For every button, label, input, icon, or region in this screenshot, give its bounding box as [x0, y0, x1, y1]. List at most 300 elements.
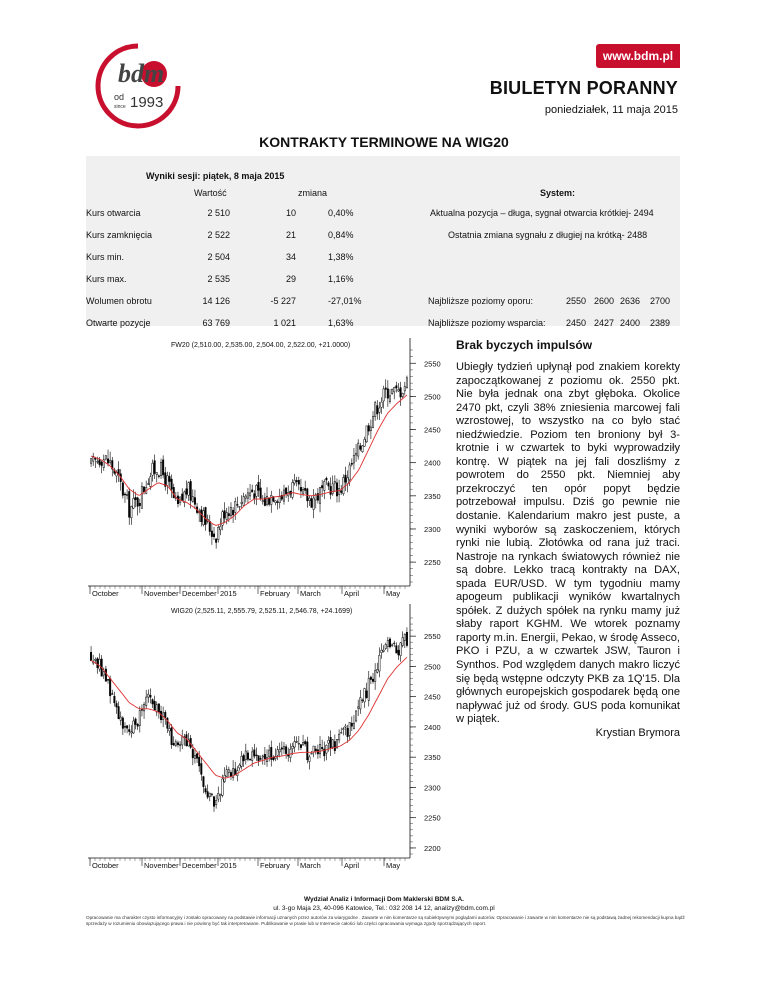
candle-body	[234, 501, 235, 512]
resistance-level: 2550	[566, 296, 587, 306]
row-value: 2 504	[207, 252, 230, 262]
candle-body	[377, 669, 378, 672]
candle-body	[381, 402, 382, 407]
candle-body	[321, 486, 322, 488]
candle-body	[370, 427, 371, 431]
row-value: 2 522	[207, 230, 230, 240]
candle-body	[239, 506, 240, 507]
candle-body	[213, 797, 214, 807]
x-tick-label: March	[300, 589, 321, 598]
x-tick-label: May	[386, 861, 401, 870]
candle-body	[366, 426, 367, 442]
candle-body	[279, 497, 280, 503]
moving-average-line	[91, 657, 407, 778]
candle-body	[362, 700, 363, 701]
y-tick-label: 2200	[424, 843, 441, 853]
candle-body	[381, 650, 382, 653]
candle-body	[226, 513, 227, 520]
candle-body	[357, 707, 358, 708]
candle-body	[109, 678, 110, 695]
candle-body	[343, 478, 344, 494]
candle-body	[340, 491, 341, 493]
candle-body	[362, 446, 363, 452]
candle-body	[230, 507, 231, 515]
candle-body	[198, 757, 199, 766]
candle-body	[402, 393, 403, 396]
candle-body	[152, 463, 153, 475]
resistance-label: Najbliższe poziomy oporu:	[428, 296, 534, 306]
candle-body	[194, 498, 195, 505]
candle-body	[122, 483, 123, 495]
chart-title: FW20 (2,510.00, 2,535.00, 2,504.00, 2,522.00, +21.0000)	[171, 342, 351, 349]
row-label: Kurs zamknięcia	[86, 230, 153, 240]
x-tick-label: December	[182, 861, 217, 870]
candle-body	[222, 779, 223, 795]
candle-body	[385, 644, 386, 648]
candle-body	[173, 743, 174, 745]
candle-body	[351, 723, 352, 726]
candle-body	[228, 514, 229, 516]
bulletin-date: poniedziałek, 11 maja 2015	[544, 104, 678, 116]
row-label: Otwarte pozycje	[86, 318, 151, 328]
candle-body	[135, 719, 136, 725]
candle-body	[131, 506, 132, 517]
article-heading: Brak byczych impulsów	[456, 338, 593, 352]
candle-body	[131, 732, 132, 733]
y-tick-label: 2500	[424, 392, 441, 402]
candle-body	[148, 484, 149, 485]
candle-body	[154, 461, 155, 474]
candle-body	[340, 732, 341, 733]
candle-body	[353, 723, 354, 729]
candle-body	[192, 749, 193, 757]
row-pct: 1,16%	[328, 274, 354, 284]
candle-body	[90, 459, 91, 463]
row-value: 2 535	[207, 274, 230, 284]
candle-body	[226, 770, 227, 777]
row-value: 63 769	[202, 318, 230, 328]
candle-body	[95, 659, 96, 660]
candle-body	[158, 476, 159, 477]
candle-body	[260, 758, 261, 759]
website-badge[interactable]: www.bdm.pl	[596, 44, 680, 68]
change-column-header: zmiana	[298, 188, 328, 198]
logo-od: od	[114, 92, 125, 102]
candle-body	[400, 643, 401, 656]
candle-body	[379, 655, 380, 671]
x-tick-label: November	[144, 589, 179, 598]
candle-body	[124, 494, 125, 495]
candle-body	[215, 539, 216, 543]
candle-body	[186, 489, 187, 494]
bulletin-title: BIULETYN PORANNY	[489, 78, 678, 98]
support-level: 2389	[650, 318, 671, 328]
candle-body	[247, 493, 248, 498]
candle-body	[332, 484, 333, 494]
candle-body	[101, 462, 102, 465]
candle-body	[296, 741, 297, 742]
fw20-chart	[86, 338, 441, 604]
system-label: System:	[540, 188, 576, 198]
y-tick-label: 2350	[424, 753, 441, 763]
candle-body	[336, 483, 337, 496]
candle-body	[203, 777, 204, 787]
candle-body	[188, 483, 189, 496]
candle-body	[251, 490, 252, 492]
candle-body	[186, 735, 187, 746]
candle-body	[377, 406, 378, 414]
row-change: 21	[285, 230, 296, 240]
candle-body	[398, 389, 399, 391]
candle-body	[171, 479, 172, 489]
row-pct: 0,40%	[328, 208, 354, 218]
candle-body	[321, 747, 322, 748]
row-change: 34	[285, 252, 296, 262]
row-pct: -27,01%	[328, 296, 362, 306]
candle-body	[112, 694, 113, 695]
y-tick-label: 2450	[424, 425, 441, 435]
candle-body	[90, 652, 91, 660]
x-tick-label: 2015	[220, 861, 237, 870]
candle-body	[309, 757, 310, 762]
candle-body	[396, 646, 397, 653]
logo-text: bdm	[118, 59, 165, 88]
candle-body	[300, 745, 301, 748]
candle-body	[319, 488, 320, 504]
x-tick-label: February	[260, 589, 291, 598]
candle-body	[374, 670, 375, 681]
candle-body	[165, 473, 166, 487]
candle-body	[387, 640, 388, 646]
candle-body	[167, 476, 168, 486]
candle-body	[315, 749, 316, 751]
candle-body	[201, 764, 202, 775]
logo-year: 1993	[130, 94, 164, 111]
candle-body	[245, 751, 246, 760]
candle-body	[158, 704, 159, 713]
row-label: Wolumen obrotu	[86, 296, 152, 306]
candle-body	[264, 754, 265, 758]
candle-body	[313, 498, 314, 509]
y-tick-label: 2400	[424, 722, 441, 732]
candle-body	[95, 458, 96, 459]
candle-body	[116, 703, 117, 707]
candle-body	[360, 698, 361, 709]
candle-body	[196, 754, 197, 758]
candle-body	[141, 709, 142, 710]
candle-body	[258, 756, 259, 761]
candle-body	[281, 748, 282, 749]
candle-body	[122, 718, 123, 728]
candle-body	[154, 701, 155, 710]
x-tick-label: October	[92, 861, 119, 870]
candle-body	[249, 493, 250, 496]
candle-body	[349, 722, 350, 735]
candle-body	[135, 497, 136, 499]
session-results-panel	[86, 156, 680, 326]
candle-body	[355, 711, 356, 721]
candle-body	[152, 700, 153, 704]
candle-body	[389, 639, 390, 647]
candle-body	[391, 389, 392, 393]
candle-body	[402, 638, 403, 646]
bdm-logo	[92, 40, 184, 132]
candle-body	[406, 632, 407, 645]
x-tick-label: December	[182, 589, 217, 598]
section-title: KONTRAKTY TERMINOWE NA WIG20	[259, 134, 509, 150]
y-tick-label: 2550	[424, 632, 441, 642]
candle-body	[218, 527, 219, 539]
candle-body	[205, 507, 206, 524]
candle-body	[366, 691, 367, 698]
candle-body	[211, 531, 212, 537]
candle-body	[266, 496, 267, 504]
x-tick-label: March	[300, 861, 321, 870]
candle-body	[268, 750, 269, 757]
candle-body	[360, 446, 361, 449]
article-body: Ubiegły tydzień upłynął pod znakiem korekty zapoczątkowanej z poziomu ok. 2550 pkt. Nie była jednak ona zbyt głęboka. Okolice 2470 pkt, czyli 38% zniesienia marcowej fali wzrostowej, to wszystko na co było stać niedźwiedzie. Poziom ten broniony był 3-krotnie i w czwartek to byki wyprowadziły kontrę. W piątek na jej fali doszliśmy z powrotem do 2550 pkt. Niemniej aby przekroczyć ten opór popyt będzie potrzebował impulsu. Dziś go pewnie nie dostanie. Kalendarium makro jest puste, a wyniki wyborów są zaskoczeniem, których rynki nie lubią. Złotówka od rana już traci. Nastroje na rynkach światowych również nie są dobre. Lekko tracą kontrakty na DAX, spada EUR/USD. W tym tygodniu mamy apogeum publikacji wyników kwartalnych spółek. Z dużych spółek na rynku mamy już słaby raport KGHM. We wtorek poznamy raporty m.in. Energii, Pekao, w środę Asseco, PKO i PZU, a w czwartek JSW, Tauron i Synthos. Pod względem danych makro liczyć się będą wstępne odczyty PKB za 1Q'15. Dla głównych europejskich gospodarek będą one napływać już od środy. GUS poda komunikat w piątek.	[456, 361, 680, 726]
candle-body	[345, 726, 346, 727]
system-position: Aktualna pozycja – długa, sygnał otwarcia krótkiej- 2494	[430, 208, 654, 218]
candle-body	[241, 756, 242, 766]
row-pct: 0,84%	[328, 230, 354, 240]
row-pct: 1,63%	[328, 318, 354, 328]
candle-body	[128, 491, 129, 517]
candle-body	[277, 502, 278, 503]
session-label: Wyniki sesji: piątek, 8 maja 2015	[146, 171, 285, 181]
candle-body	[271, 495, 272, 504]
candle-body	[385, 388, 386, 389]
candle-body	[300, 487, 301, 491]
support-level: 2450	[566, 318, 587, 328]
candle-body	[99, 659, 100, 669]
row-pct: 1,38%	[328, 252, 354, 262]
candle-body	[283, 747, 284, 749]
row-value: 2 510	[207, 208, 230, 218]
candle-body	[207, 792, 208, 798]
candle-body	[258, 482, 259, 490]
resistance-level: 2700	[650, 296, 671, 306]
candle-body	[372, 679, 373, 681]
candle-body	[355, 453, 356, 455]
candle-body	[213, 534, 214, 537]
candle-body	[357, 443, 358, 456]
candle-body	[268, 498, 269, 505]
candle-body	[220, 794, 221, 795]
candle-body	[404, 387, 405, 391]
x-tick-label: November	[144, 861, 179, 870]
wig20-chart	[86, 604, 441, 870]
candle-body	[99, 460, 100, 465]
candle-body	[160, 462, 161, 476]
candle-body	[194, 755, 195, 758]
chart-title: WIG20 (2,525.11, 2,555.79, 2,525.11, 2,546.78, +24.1699)	[171, 608, 353, 615]
support-label: Najbliższe poziomy wsparcia:	[428, 318, 546, 328]
candle-body	[404, 634, 405, 640]
candle-body	[243, 497, 244, 506]
footer-org: Wydział Analiz i Informacji Dom Maklerski BDM S.A.	[303, 896, 464, 903]
candle-body	[97, 659, 98, 668]
candle-body	[294, 742, 295, 748]
candle-body	[364, 688, 365, 701]
candle-body	[243, 755, 244, 760]
candle-body	[237, 504, 238, 505]
candle-body	[105, 669, 106, 681]
candle-body	[406, 378, 407, 388]
candle-body	[302, 742, 303, 745]
candle-body	[175, 742, 176, 745]
row-label: Kurs max.	[86, 274, 127, 284]
candle-body	[150, 477, 151, 487]
candle-body	[173, 487, 174, 498]
footer-disclaimer: Opracowanie ma charakter czysto informacyjny i zostało opracowany na podstawie informacji uznanych przez autorów za wiarygodne . Zawarte w nim komentarze są subiektywnymi poglądami autorów. Opracowanie i zawarte w nim komentarze nie są podstawą żadnej rekomendacji kupna bądź sprzedaży w rozumieniu obowiązującego prawa i nie powinny być tak interpretowane. Publikowanie w prasie lub w Internecie całości lub części opracowania wymaga zgody sporządzających raport.	[86, 915, 685, 926]
value-column-header: Wartość	[194, 188, 227, 198]
candle-body	[370, 677, 371, 679]
candle-body	[262, 500, 263, 501]
candle-body	[150, 695, 151, 697]
candle-body	[292, 746, 293, 748]
candle-body	[332, 740, 333, 747]
row-label: Kurs otwarcia	[86, 208, 141, 218]
candle-body	[324, 481, 325, 490]
candle-body	[169, 728, 170, 730]
candle-body	[137, 724, 138, 726]
candle-body	[234, 769, 235, 775]
x-tick-label: 2015	[220, 589, 237, 598]
candle-body	[343, 729, 344, 730]
candle-body	[334, 481, 335, 483]
candle-body	[396, 386, 397, 388]
candle-body	[256, 485, 257, 496]
candle-body	[181, 737, 182, 745]
candle-body	[330, 486, 331, 494]
candle-body	[120, 717, 121, 720]
candle-body	[209, 793, 210, 797]
candle-body	[400, 388, 401, 397]
candle-body	[211, 794, 212, 795]
candle-body	[107, 679, 108, 680]
candle-body	[232, 510, 233, 515]
row-change: 1 021	[273, 318, 296, 328]
candle-body	[239, 765, 240, 768]
x-tick-label: February	[260, 861, 291, 870]
resistance-level: 2636	[620, 296, 641, 306]
resistance-level: 2600	[594, 296, 615, 306]
candle-body	[311, 753, 312, 754]
candle-body	[319, 744, 320, 754]
candle-body	[218, 793, 219, 799]
y-tick-label: 2300	[424, 524, 441, 534]
candle-body	[326, 478, 327, 480]
candle-body	[241, 502, 242, 503]
candle-body	[247, 753, 248, 759]
candle-body	[192, 497, 193, 502]
row-value: 14 126	[202, 296, 230, 306]
candle-body	[143, 487, 144, 492]
candle-body	[347, 478, 348, 484]
candle-body	[203, 511, 204, 525]
candle-body	[109, 460, 110, 462]
candle-body	[177, 743, 178, 745]
candle-body	[364, 439, 365, 446]
candle-body	[309, 498, 310, 501]
candle-body	[103, 672, 104, 675]
candle-body	[304, 488, 305, 490]
candle-body	[279, 749, 280, 752]
candle-body	[107, 459, 108, 463]
candle-body	[179, 744, 180, 745]
candle-body	[262, 756, 263, 757]
candle-body	[334, 741, 335, 750]
article-author: Krystian Brymora	[595, 727, 680, 739]
candle-body	[181, 494, 182, 500]
row-change: 29	[285, 274, 296, 284]
candle-body	[338, 734, 339, 740]
candle-body	[128, 730, 129, 732]
candle-body	[294, 480, 295, 483]
candle-body	[285, 488, 286, 494]
candle-body	[249, 759, 250, 760]
x-tick-label: April	[344, 861, 360, 870]
logo-since: since	[114, 104, 126, 110]
candle-body	[328, 483, 329, 486]
candle-body	[277, 750, 278, 756]
candle-body	[220, 526, 221, 529]
candle-body	[368, 426, 369, 431]
candle-body	[114, 696, 115, 703]
support-level: 2400	[620, 318, 641, 328]
candle-body	[139, 503, 140, 505]
candle-body	[224, 511, 225, 518]
y-tick-label: 2250	[424, 813, 441, 823]
candle-body	[393, 643, 394, 644]
candle-body	[148, 694, 149, 697]
candle-body	[311, 499, 312, 508]
candle-body	[292, 482, 293, 497]
candle-body	[126, 726, 127, 728]
candle-body	[205, 789, 206, 792]
candle-body	[302, 489, 303, 493]
candle-body	[275, 501, 276, 503]
y-tick-label: 2300	[424, 783, 441, 793]
candle-body	[298, 480, 299, 484]
candle-body	[141, 486, 142, 508]
candle-body	[393, 387, 394, 392]
candle-body	[304, 741, 305, 743]
candle-body	[353, 455, 354, 463]
candle-body	[338, 488, 339, 494]
candle-body	[254, 494, 255, 499]
candle-body	[209, 521, 210, 531]
candle-body	[201, 510, 202, 522]
support-level: 2427	[594, 318, 615, 328]
row-change: -5 227	[270, 296, 296, 306]
candle-body	[251, 752, 252, 761]
candle-body	[118, 707, 119, 719]
candle-body	[296, 480, 297, 481]
candle-body	[379, 408, 380, 412]
candle-body	[97, 461, 98, 462]
system-last-change: Ostatnia zmiana sygnału z długiej na krótką- 2488	[448, 230, 648, 240]
candle-body	[156, 473, 157, 475]
footer-address: ul. 3-go Maja 23, 40-096 Katowice, Tel.: 032 208 14 12, analizy@bdm.com.pl	[273, 905, 495, 912]
candle-body	[145, 697, 146, 705]
candle-body	[374, 403, 375, 417]
candle-body	[347, 728, 348, 736]
candle-body	[137, 498, 138, 507]
y-tick-label: 2550	[424, 359, 441, 369]
candle-body	[391, 645, 392, 646]
